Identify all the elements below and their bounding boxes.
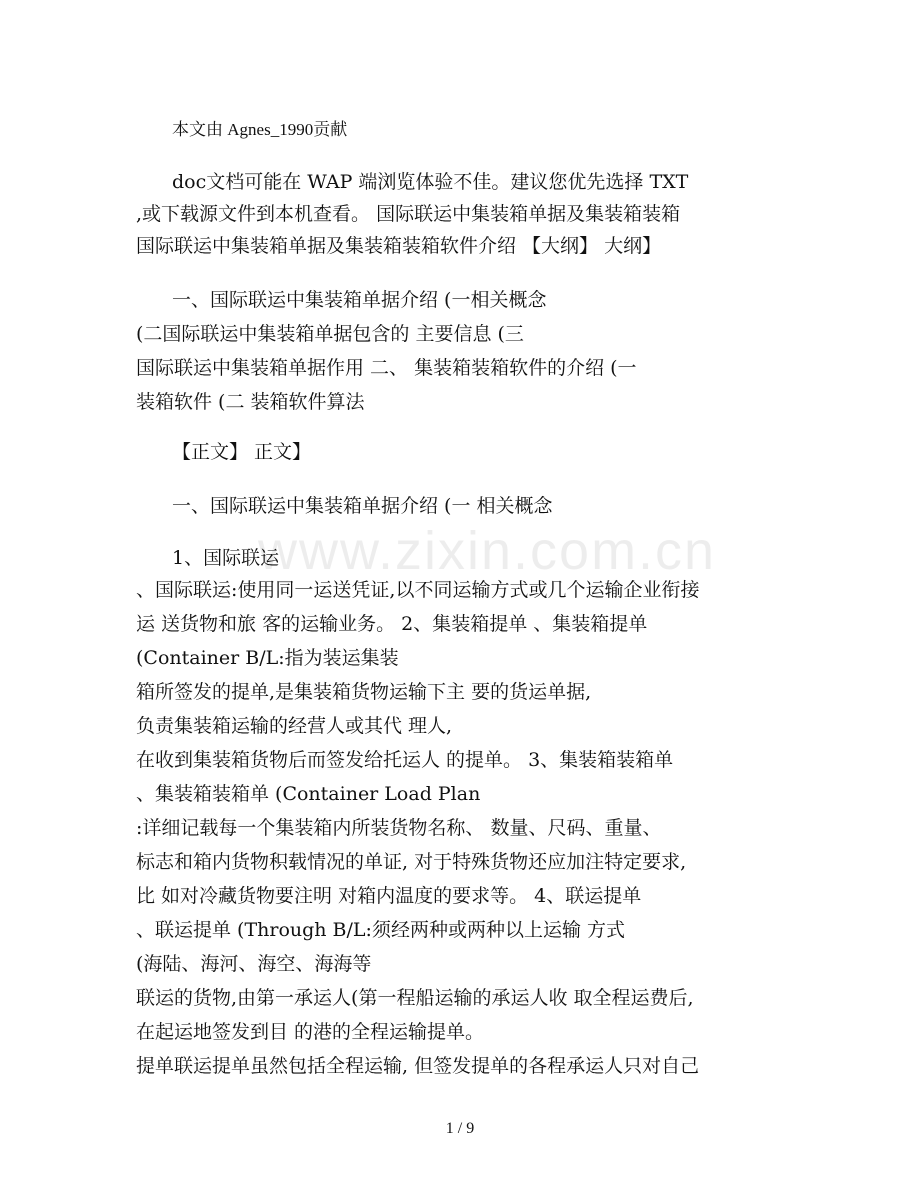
- body-line: 比 如对冷藏货物要注明 对箱内温度的要求等。 4、联运提单: [136, 885, 642, 907]
- outline-line: (二国际联运中集装箱单据包含的 主要信息 (三: [136, 323, 524, 345]
- body-line: 负责集装箱运输的经营人或其代 理人,: [136, 715, 453, 737]
- body-line: (海陆、海河、海空、海海等: [136, 953, 372, 975]
- body-line: 联运的货物,由第一承运人(第一程船运输的承运人收 取全程运费后,: [136, 987, 694, 1009]
- notice-line: ,或下载源文件到本机查看。 国际联运中集装箱单据及集装箱装箱: [136, 203, 681, 225]
- body-line: 运 送货物和旅 客的运输业务。 2、集装箱提单 、集装箱提单: [136, 613, 648, 635]
- body-line: 提单联运提单虽然包括全程运输, 但签发提单的各程承运人只对自己: [136, 1055, 700, 1077]
- page-indicator: 1 / 9: [445, 1120, 475, 1137]
- notice-line: doc文档可能在 WAP 端浏览体验不佳。建议您优先选择 TXT: [172, 171, 689, 193]
- body-line: 、国际联运:使用同一运送凭证,以不同运输方式或几个运输企业衔接: [136, 579, 700, 601]
- watermark: www.zixin.com.cn: [258, 521, 717, 581]
- body-line: 标志和箱内货物积载情况的单证, 对于特殊货物还应加注特定要求,: [136, 851, 687, 873]
- body-line: 箱所签发的提单,是集装箱货物运输下主 要的货运单据,: [136, 681, 592, 703]
- body-line: 在收到集装箱货物后而签发给托运人 的提单。 3、集装箱装箱单: [136, 749, 674, 771]
- body-line: :详细记载每一个集装箱内所装货物名称、 数量、尺码、重量、: [136, 817, 662, 839]
- notice-line: 国际联运中集装箱单据及集装箱装箱软件介绍 【大纲】 大纲】: [136, 235, 662, 257]
- body-line: 、集装箱装箱单 (Container Load Plan: [136, 783, 481, 805]
- outline-line: 国际联运中集装箱单据作用 二、 集装箱装箱软件的介绍 (一: [136, 357, 637, 379]
- section-heading: 一、国际联运中集装箱单据介绍 (一 相关概念: [172, 495, 553, 517]
- body-line: 、联运提单 (Through B/L:须经两种或两种以上运输 方式: [136, 919, 625, 941]
- body-heading: 【正文】 正文】: [172, 441, 312, 463]
- body-line: (Container B/L:指为装运集装: [136, 647, 399, 669]
- outline-line: 装箱软件 (二 装箱软件算法: [136, 391, 365, 413]
- item-heading: 1、国际联运: [172, 547, 280, 569]
- body-line: 在起运地签发到目 的港的全程运输提单。: [136, 1021, 485, 1043]
- outline-line: 一、国际联运中集装箱单据介绍 (一相关概念: [172, 289, 547, 311]
- contributor-line: 本文由 Agnes_1990贡献: [172, 120, 348, 139]
